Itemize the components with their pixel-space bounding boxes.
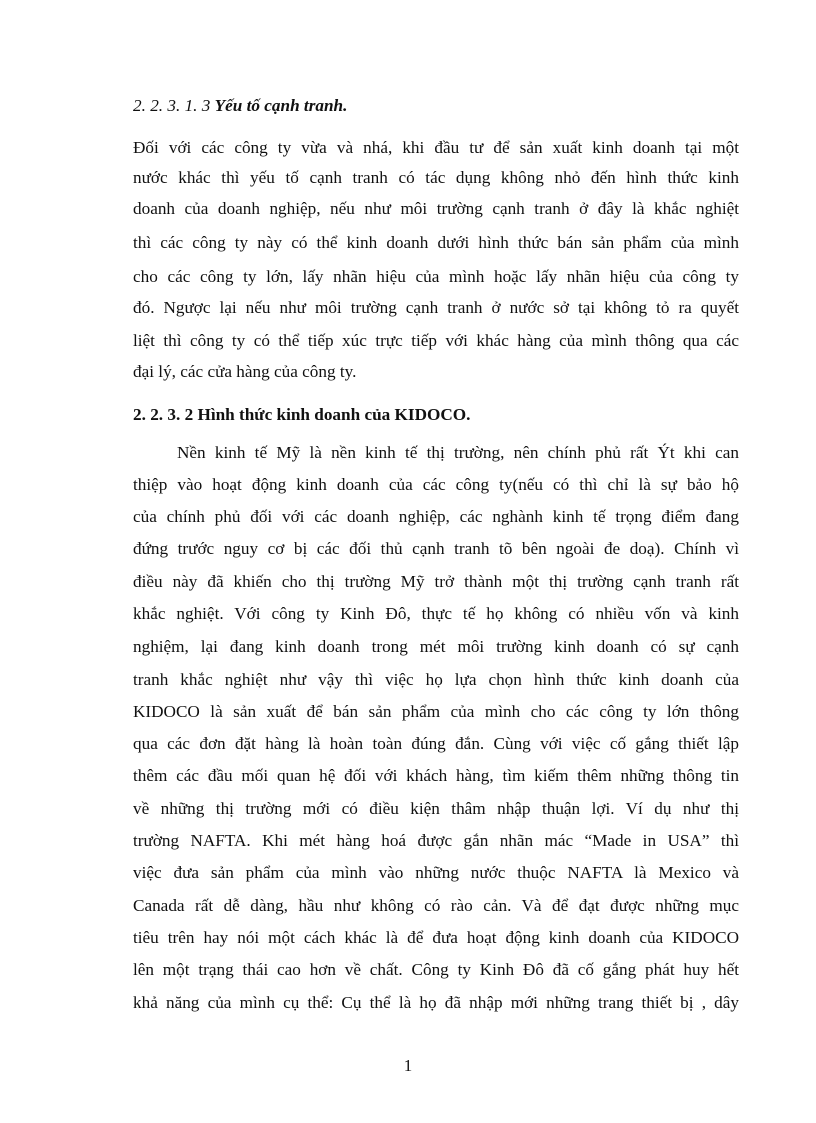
paragraph-line: KIDOCO là sản xuất để bán sản phẩm của mình cho các công ty lớn thông xyxy=(133,702,739,721)
paragraph-line: việc đưa sản phẩm của mình vào những nước thuộc NAFTA là Mexico và xyxy=(133,863,739,882)
paragraph-line: Nền kinh tế Mỹ là nền kinh tế thị trường, nên chính phủ rất Ýt khi can xyxy=(177,443,739,462)
paragraph-line: lên một trạng thái cao hơn về chất. Công ty Kinh Đô đã cố gắng phát huy hết xyxy=(133,960,739,979)
paragraph-line: khả năng của mình cụ thể: Cụ thể là họ đã nhập mới những trang thiết bị , dây xyxy=(133,993,739,1012)
paragraph-line: của chính phủ đối với các doanh nghiệp, các nghành kinh tế trọng điểm đang xyxy=(133,507,739,526)
paragraph-line: cho các công ty lớn, lấy nhãn hiệu của mình hoặc lấy nhãn hiệu của công ty xyxy=(133,267,739,286)
paragraph-line: đứng trước nguy cơ bị các đối thủ cạnh tranh tõ bên ngoài đe doạ). Chính vì xyxy=(133,539,739,558)
section-number: 2. 2. 3. 1. 3 xyxy=(133,96,211,115)
section-heading-competition xyxy=(133,95,347,117)
paragraph-line: thêm các đầu mối quan hệ đối với khách hàng, tìm kiếm thêm những thông tin xyxy=(133,766,739,785)
paragraph-line: tranh khắc nghiệt như vậy thì việc họ lựa chọn hình thức kinh doanh của xyxy=(133,670,739,689)
paragraph-line: nước khác thì yếu tố cạnh tranh có tác dụng không nhỏ đến hình thức kinh xyxy=(133,168,739,187)
paragraph-line: qua các đơn đặt hàng là hoàn toàn đúng đắn. Cùng với việc cố gắng thiết lập xyxy=(133,734,739,753)
paragraph-line: thì các công ty này có thể kinh doanh dưới hình thức bán sản phẩm của mình xyxy=(133,233,739,252)
paragraph-line: Đối với các công ty vừa và nhá, khi đầu tư để sản xuất kinh doanh tại một xyxy=(133,138,739,157)
section-heading-business-form: 2. 2. 3. 2 Hình thức kinh doanh của KIDOCO. xyxy=(133,405,471,424)
paragraph-line-last: đại lý, các cửa hàng của công ty. xyxy=(133,362,357,381)
paragraph-line: đó. Ngược lại nếu như môi trường cạnh tranh ở nước sở tại không tỏ ra quyết xyxy=(133,298,739,317)
paragraph-line: nghiệm, lại đang kinh doanh trong mét môi trường kinh doanh có sự cạnh xyxy=(133,637,739,656)
paragraph-line: tiêu trên hay nói một cách khác là để đưa hoạt động kinh doanh của KIDOCO xyxy=(133,928,739,947)
paragraph-line: thiệp vào hoạt động kinh doanh của các công ty(nếu có thì chỉ là sự bảo hộ xyxy=(133,475,739,494)
section-title: Yếu tố cạnh tranh. xyxy=(214,96,348,115)
paragraph-line: liệt thì công ty có thể tiếp xúc trực tiếp với khác hàng của mình thông qua các xyxy=(133,331,739,350)
paragraph-line: điều này đã khiến cho thị trường Mỹ trở thành một thị trường cạnh tranh rất xyxy=(133,572,739,591)
page-number: 1 xyxy=(403,1056,413,1075)
paragraph-line: về những thị trường mới có điều kiện thâm nhập thuận lợi. Ví dụ như thị xyxy=(133,799,739,818)
paragraph-line: Canada rất dễ dàng, hầu như không có rào cản. Và để đạt được những mục xyxy=(133,896,739,915)
paragraph-line: trường NAFTA. Khi mét hàng hoá được gắn nhãn mác “Made in USA” thì xyxy=(133,831,739,850)
paragraph-line: doanh của doanh nghiệp, nếu như môi trường cạnh tranh ở đây là khắc nghiệt xyxy=(133,199,739,218)
paragraph-line: khắc nghiệt. Với công ty Kinh Đô, thực tế họ không có nhiều vốn và kinh xyxy=(133,604,739,623)
